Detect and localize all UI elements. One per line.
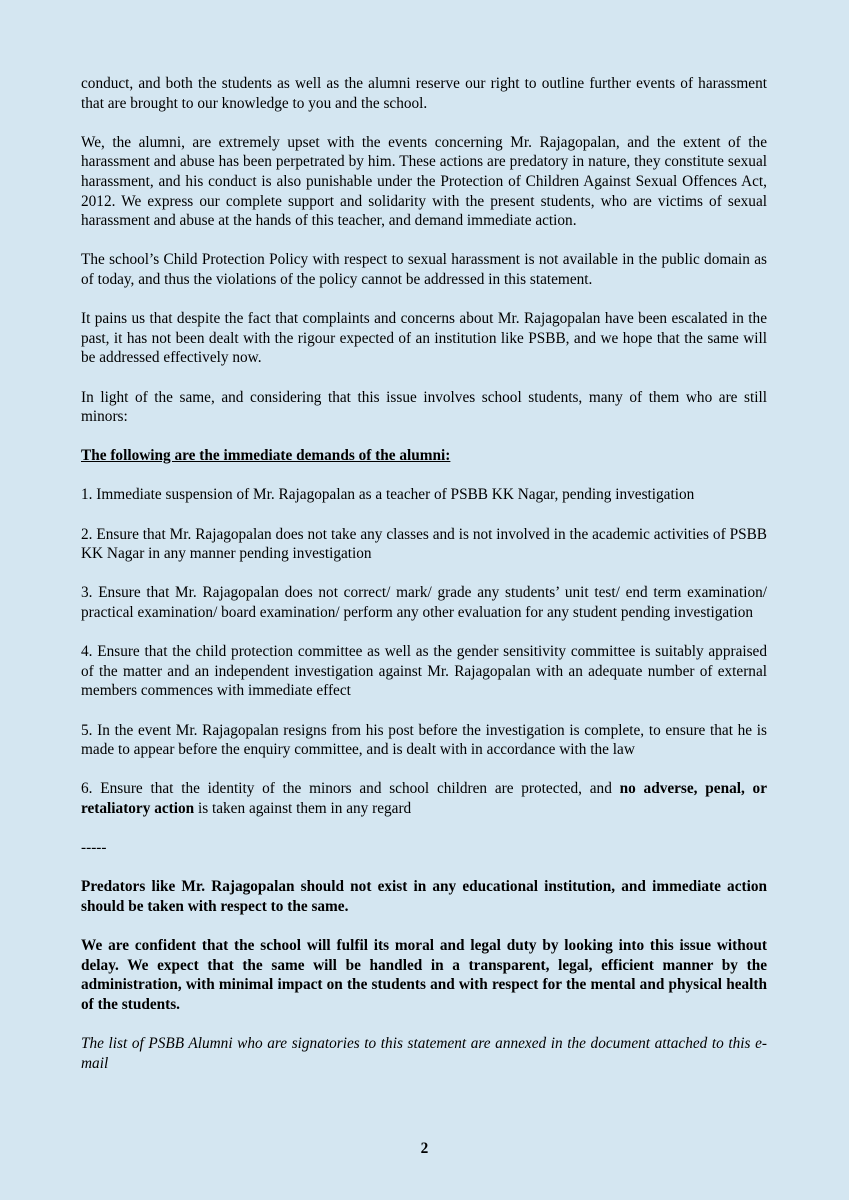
demand-item-6 — [81, 779, 767, 818]
demand6-bold: no adverse, penal, or retaliatory action — [81, 780, 768, 817]
paragraph-predators: Predators like Mr. Rajagopalan should not exist in any educational institution, and immediate action should be taken with respect to the same. — [81, 878, 767, 915]
demand-item: 3. Ensure that Mr. Rajagopalan does not correct/ mark/ grade any students’ unit test/ end term examination/ practical examination/ board examination/ perform any other evaluation for any student pending investigation — [81, 584, 767, 622]
document-body — [81, 74, 767, 1093]
demand6-start: 6. Ensure that the identity of the minors and school children are protected, and — [81, 780, 620, 798]
demand-item: 1. Immediate suspension of Mr. Rajagopalan as a teacher of PSBB KK Nagar, pending investigation — [81, 486, 695, 504]
demands-heading: The following are the immediate demands of the alumni: — [81, 447, 451, 465]
paragraph-confidence: We are confident that the school will fulfil its moral and legal duty by looking into this issue without delay. We expect that the same will be handled in a transparent, legal, efficient manner by the administration, with minimal impact on the students and with respect for the mental and physical health of the students. — [81, 937, 767, 1013]
demand-item: 2. Ensure that Mr. Rajagopalan does not take any classes and is not involved in the academic activities of PSBB KK Nagar in any manner pending investigation — [81, 525, 767, 563]
demand-item: 5. In the event Mr. Rajagopalan resigns from his post before the investigation is complete, to ensure that he is made to appear before the enquiry committee, and is dealt with in accordance with the law — [81, 721, 767, 759]
paragraph-child-protection-policy: The school’s Child Protection Policy with respect to sexual harassment is not available in the public domain as of today, and thus the violations of the policy cannot be addressed in this statement. — [81, 251, 767, 288]
demand-item: 4. Ensure that the child protection committee as well as the gender sensitivity committee is suitably appraised of the matter and an independent investigation against Mr. Rajagopalan with an adequate number of external members commences with immediate effect — [81, 643, 767, 700]
paragraph-alumni-upset: We, the alumni, are extremely upset with the events concerning Mr. Rajagopalan, and the extent of the harassment and abuse has been perpetrated by him. These actions are predatory in nature, they constitute sexual harassment, and his conduct is also punishable under the Protection of Children Against Sexual Offences Act, 2012. We express our complete support and solidarity with the present students, who are victims of sexual harassment and abuse at the hands of this teacher, and demand immediate action. — [81, 133, 767, 230]
page-number: 2 — [420, 1140, 429, 1157]
separator: ----- — [81, 839, 107, 857]
paragraph-past-complaints: It pains us that despite the fact that complaints and concerns about Mr. Rajagopalan have been escalated in the past, it has not been dealt with the rigour expected of an institution like PSBB, and we hope that the same will be addressed effectively now. — [81, 310, 767, 367]
demand6-end: is taken against them in any regard — [194, 799, 412, 817]
closing-note: The list of PSBB Alumni who are signatories to this statement are annexed in the document attached to this e-mail — [81, 1035, 767, 1072]
paragraph-harassment-events: conduct, and both the students as well as the alumni reserve our right to outline further events of harassment that are brought to our knowledge to you and the school. — [81, 75, 767, 112]
paragraph-minors-context: In light of the same, and considering that this issue involves school students, many of them who are still minors: — [81, 388, 767, 426]
